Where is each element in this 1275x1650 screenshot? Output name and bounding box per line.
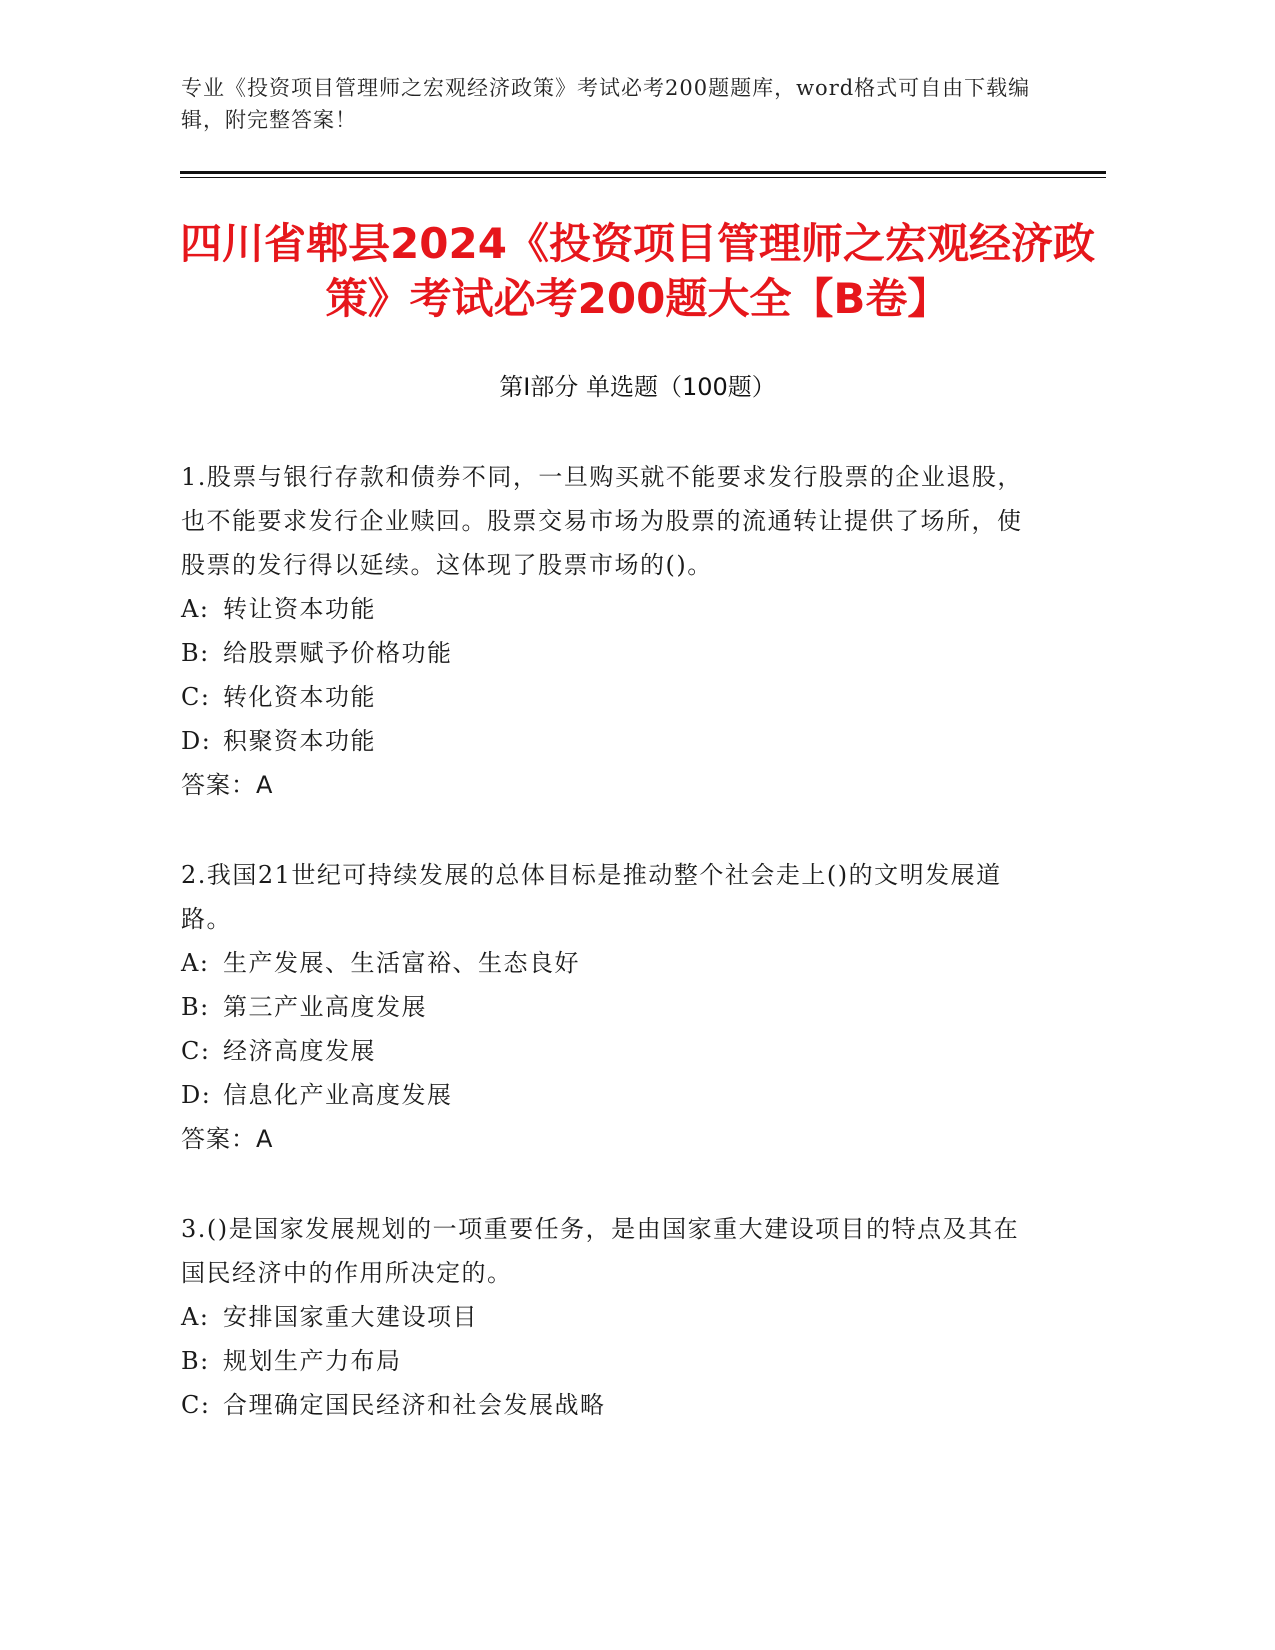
- option-text: 第三产业高度发展: [223, 993, 427, 1021]
- option-text: 合理确定国民经济和社会发展战略: [223, 1391, 606, 1419]
- section-heading: 第I部分 单选题（100题）: [499, 373, 776, 401]
- option-key: A:: [181, 949, 210, 977]
- option-text: 转让资本功能: [223, 595, 376, 623]
- option-key: B:: [181, 639, 210, 667]
- option-b: [181, 631, 1041, 675]
- option-d: [181, 719, 1041, 763]
- document-title: 四川省郫县2024《投资项目管理师之宏观经济政策》考试必考200题大全【B卷】: [180, 219, 1095, 323]
- option-c: [181, 675, 1041, 719]
- option-c: [181, 1029, 1041, 1073]
- option-text: 安排国家重大建设项目: [223, 1303, 478, 1331]
- option-text: 生产发展、生活富裕、生态良好: [223, 949, 580, 977]
- option-a: [181, 941, 1041, 985]
- header-note: 专业《投资项目管理师之宏观经济政策》考试必考200题题库，word格式可自由下载编辑，附完整答案！: [181, 76, 1031, 132]
- option-key: C:: [181, 1037, 211, 1065]
- option-a: [181, 587, 1041, 631]
- header-divider-thin: [180, 177, 1106, 178]
- question-list: [181, 455, 1041, 1473]
- option-text: 转化资本功能: [223, 683, 376, 711]
- option-text: 给股票赋予价格功能: [223, 639, 453, 667]
- question-stem: 2.我国21世纪可持续发展的总体目标是推动整个社会走上()的文明发展道路。: [181, 861, 1002, 933]
- question-stem: 1.股票与银行存款和债券不同，一旦购买就不能要求发行股票的企业退股，也不能要求发行企业赎回。股票交易市场为股票的流通转让提供了场所，使股票的发行得以延续。这体现了股票市场的()。: [181, 463, 1023, 579]
- option-key: C:: [181, 1391, 211, 1419]
- option-b: [181, 985, 1041, 1029]
- option-key: C:: [181, 683, 211, 711]
- option-key: B:: [181, 1347, 210, 1375]
- option-key: D:: [181, 727, 212, 755]
- question-stem: 3.()是国家发展规划的一项重要任务，是由国家重大建设项目的特点及其在国民经济中的作用所决定的。: [181, 1215, 1020, 1287]
- question-3: [181, 1207, 1041, 1427]
- option-key: B:: [181, 993, 210, 1021]
- option-key: A:: [181, 1303, 210, 1331]
- answer-line: 答案：A: [181, 1125, 274, 1153]
- option-text: 积聚资本功能: [223, 727, 376, 755]
- option-key: A:: [181, 595, 210, 623]
- option-key: D:: [181, 1081, 212, 1109]
- header-divider-thick: [180, 171, 1106, 174]
- option-d: [181, 1073, 1041, 1117]
- question-1: [181, 455, 1041, 807]
- question-2: [181, 853, 1041, 1161]
- option-b: [181, 1339, 1041, 1383]
- option-text: 规划生产力布局: [223, 1347, 402, 1375]
- answer-line: 答案：A: [181, 771, 274, 799]
- option-text: 经济高度发展: [223, 1037, 376, 1065]
- option-text: 信息化产业高度发展: [223, 1081, 453, 1109]
- option-a: [181, 1295, 1041, 1339]
- option-c: [181, 1383, 1041, 1427]
